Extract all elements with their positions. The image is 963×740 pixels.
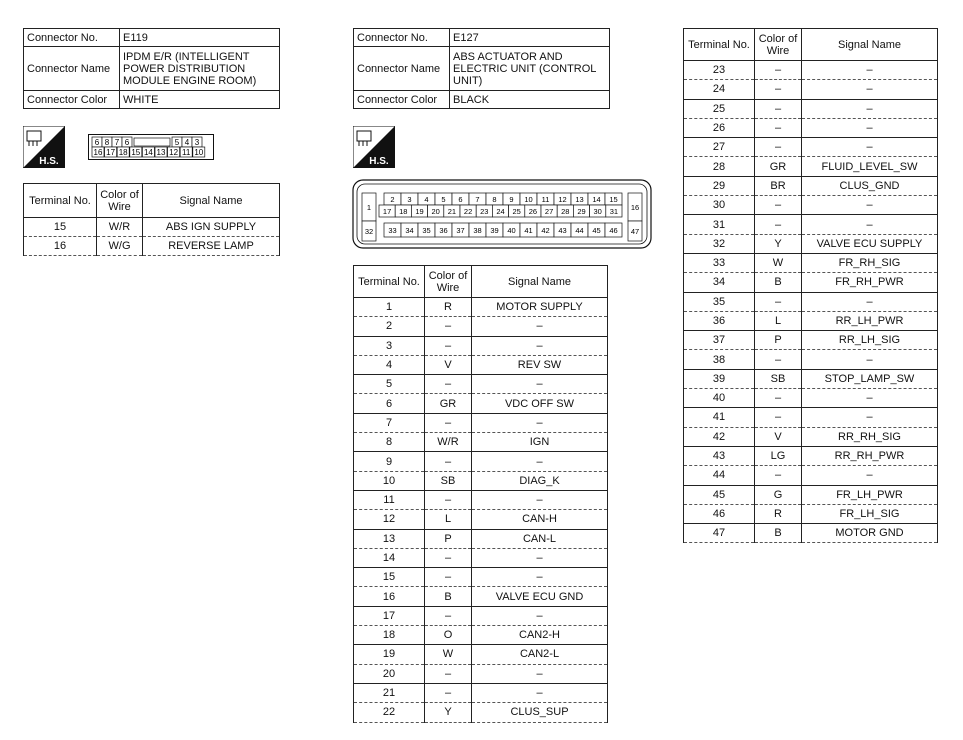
terminal-no-cell: 16 — [24, 237, 97, 256]
pin-label: 25 — [512, 207, 521, 216]
terminal-no-cell: 20 — [354, 664, 425, 683]
pin-label: 15 — [131, 148, 141, 157]
table-row — [354, 298, 608, 317]
signal-name-header: Signal Name — [143, 184, 280, 218]
pin-label: 18 — [399, 207, 408, 216]
table-row — [24, 237, 280, 256]
pin-label: 41 — [524, 226, 533, 235]
table-row — [354, 490, 608, 509]
signal-name-cell: DIAG_K — [472, 471, 608, 490]
signal-name-cell: – — [472, 490, 608, 509]
pin-label: 19 — [415, 207, 424, 216]
pin-label: 8 — [104, 138, 110, 147]
pin-label: 8 — [492, 195, 497, 204]
wire-color-cell: GR — [755, 157, 802, 176]
pin-label: 44 — [575, 226, 584, 235]
wire-color-cell: – — [425, 317, 472, 336]
pin-label: 16 — [630, 203, 640, 212]
terminal-no-cell: 6 — [354, 394, 425, 413]
terminal-no-cell: 24 — [684, 80, 755, 99]
signal-name-cell: – — [472, 568, 608, 587]
table-row — [684, 157, 938, 176]
pin-label: 13 — [575, 195, 584, 204]
terminal-no-cell: 10 — [354, 471, 425, 490]
terminal-no-cell: 39 — [684, 369, 755, 388]
connector-color-label: Connector Color — [354, 91, 450, 109]
terminal-no-cell: 45 — [684, 485, 755, 504]
terminal-no-cell: 22 — [354, 703, 425, 722]
signal-name-cell: – — [472, 452, 608, 471]
signal-name-cell: FR_LH_PWR — [802, 485, 938, 504]
wire-color-cell: – — [755, 118, 802, 137]
terminal-no-cell: 9 — [354, 452, 425, 471]
signal-name-cell: ABS IGN SUPPLY — [143, 218, 280, 237]
terminal-no-cell: 18 — [354, 626, 425, 645]
signal-name-header: Signal Name — [472, 266, 608, 298]
table-row — [684, 331, 938, 350]
signal-name-cell: – — [802, 196, 938, 215]
wire-color-cell: – — [755, 292, 802, 311]
e127-terminal-table-2 — [683, 28, 938, 543]
wire-color-cell: Y — [755, 234, 802, 253]
signal-name-cell: – — [802, 389, 938, 408]
terminal-no-cell: 38 — [684, 350, 755, 369]
signal-name-cell: – — [802, 61, 938, 80]
pin-label: 3 — [194, 138, 200, 147]
wire-color-cell: – — [755, 215, 802, 234]
table-row — [684, 99, 938, 118]
pin-label: 10 — [194, 148, 204, 157]
signal-name-cell: – — [802, 408, 938, 427]
connector-name-value: ABS ACTUATOR AND ELECTRIC UNIT (CONTROL UNIT) — [450, 47, 610, 91]
signal-name-cell: CAN2-H — [472, 626, 608, 645]
terminal-no-cell: 5 — [354, 375, 425, 394]
table-row — [354, 664, 608, 683]
wire-color-cell: – — [755, 408, 802, 427]
connector-color-value: BLACK — [450, 91, 610, 109]
e119-terminal-table — [23, 183, 280, 256]
terminal-no-cell: 2 — [354, 317, 425, 336]
terminal-no-cell: 26 — [684, 118, 755, 137]
table-row — [354, 548, 608, 567]
wire-color-cell: W — [425, 645, 472, 664]
terminal-no-cell: 15 — [354, 568, 425, 587]
e127-connector-info-table — [353, 28, 610, 109]
wire-color-cell: – — [425, 413, 472, 432]
signal-name-cell: RR_RH_PWR — [802, 446, 938, 465]
wire-color-cell: L — [755, 311, 802, 330]
pin-label: 37 — [456, 226, 465, 235]
pin-label: 27 — [544, 207, 554, 216]
pin-label: 4 — [184, 138, 190, 147]
table-row — [684, 292, 938, 311]
pin-label: 38 — [473, 226, 482, 235]
terminal-no-cell: 31 — [684, 215, 755, 234]
e127-terminal-table-1 — [353, 265, 608, 723]
pin-label: 43 — [558, 226, 567, 235]
terminal-no-cell: 23 — [684, 61, 755, 80]
pin-label: 26 — [528, 207, 538, 216]
wire-color-cell: – — [755, 196, 802, 215]
harness-side-icon — [23, 126, 65, 168]
wire-color-cell: W — [755, 253, 802, 272]
terminal-no-cell: 16 — [354, 587, 425, 606]
terminal-no-cell: 33 — [684, 253, 755, 272]
table-row — [354, 336, 608, 355]
signal-name-cell: FLUID_LEVEL_SW — [802, 157, 938, 176]
connector-color-value: WHITE — [120, 91, 280, 109]
signal-name-cell: VALVE ECU GND — [472, 587, 608, 606]
terminal-no-cell: 19 — [354, 645, 425, 664]
table-row — [684, 350, 938, 369]
terminal-no-cell: 8 — [354, 433, 425, 452]
pin-label: 17 — [106, 148, 116, 157]
pin-label: 7 — [475, 195, 480, 204]
signal-name-cell: – — [472, 548, 608, 567]
terminal-no-cell: 40 — [684, 389, 755, 408]
wire-color-cell: V — [755, 427, 802, 446]
signal-name-cell: – — [472, 683, 608, 702]
terminal-no-cell: 7 — [354, 413, 425, 432]
table-row — [684, 61, 938, 80]
terminal-no-header: Terminal No. — [354, 266, 425, 298]
wire-color-cell: – — [425, 490, 472, 509]
wire-color-cell: P — [755, 331, 802, 350]
signal-name-cell: – — [472, 317, 608, 336]
signal-name-cell: – — [802, 292, 938, 311]
pin-label: 16 — [93, 148, 103, 157]
pin-label: 35 — [422, 226, 431, 235]
pin-label: 5 — [174, 138, 180, 147]
e119-connector-face — [88, 134, 214, 163]
pin-label: 3 — [407, 195, 412, 204]
pin-label: 18 — [118, 148, 128, 157]
wire-color-cell: L — [425, 510, 472, 529]
table-row — [684, 485, 938, 504]
table-row — [684, 408, 938, 427]
table-row — [354, 606, 608, 625]
wire-color-cell: GR — [425, 394, 472, 413]
terminal-no-cell: 25 — [684, 99, 755, 118]
pin-label: 39 — [490, 226, 499, 235]
pin-label: 6 — [94, 138, 100, 147]
pin-label: 34 — [405, 226, 414, 235]
signal-name-cell: REV SW — [472, 355, 608, 374]
table-row — [354, 568, 608, 587]
table-row — [684, 253, 938, 272]
pin-label: 2 — [390, 195, 395, 204]
signal-name-cell: – — [472, 336, 608, 355]
signal-name-cell: – — [802, 138, 938, 157]
table-row — [684, 504, 938, 523]
signal-name-cell: REVERSE LAMP — [143, 237, 280, 256]
pin-label: 10 — [524, 195, 533, 204]
table-row — [684, 466, 938, 485]
wire-color-cell: – — [425, 375, 472, 394]
wire-color-cell: – — [425, 664, 472, 683]
connector-no-label: Connector No. — [24, 29, 120, 47]
terminal-no-header: Terminal No. — [24, 184, 97, 218]
table-row — [684, 234, 938, 253]
wire-color-cell: – — [425, 336, 472, 355]
table-row — [684, 215, 938, 234]
terminal-no-cell: 14 — [354, 548, 425, 567]
table-row — [354, 394, 608, 413]
signal-name-cell: VDC OFF SW — [472, 394, 608, 413]
connector-name-label: Connector Name — [354, 47, 450, 91]
signal-name-cell: – — [802, 466, 938, 485]
wire-color-cell: – — [755, 389, 802, 408]
signal-name-cell: – — [472, 606, 608, 625]
wire-color-cell: G — [755, 485, 802, 504]
pin-label: 4 — [424, 195, 429, 204]
wire-color-cell: – — [755, 138, 802, 157]
pin-label: 30 — [593, 207, 602, 216]
wire-color-cell: B — [425, 587, 472, 606]
table-row — [684, 196, 938, 215]
terminal-no-cell: 17 — [354, 606, 425, 625]
wire-color-cell: R — [755, 504, 802, 523]
table-row — [354, 471, 608, 490]
terminal-no-cell: 35 — [684, 292, 755, 311]
pin-label: 14 — [592, 195, 601, 204]
wire-color-cell: – — [425, 548, 472, 567]
terminal-no-cell: 43 — [684, 446, 755, 465]
wire-color-cell: Y — [425, 703, 472, 722]
pin-label: 9 — [509, 195, 514, 204]
connector-name-value: IPDM E/R (INTELLIGENT POWER DISTRIBUTION MODULE ENGINE ROOM) — [120, 47, 280, 91]
signal-name-cell: MOTOR GND — [802, 524, 938, 543]
table-row — [684, 118, 938, 137]
signal-name-cell: IGN — [472, 433, 608, 452]
signal-name-cell: STOP_LAMP_SW — [802, 369, 938, 388]
terminal-no-cell: 34 — [684, 273, 755, 292]
terminal-no-cell: 15 — [24, 218, 97, 237]
terminal-no-cell: 47 — [684, 524, 755, 543]
signal-name-cell: CAN2-L — [472, 645, 608, 664]
wire-color-cell: LG — [755, 446, 802, 465]
pin-label: 14 — [143, 148, 153, 157]
terminal-no-cell: 13 — [354, 529, 425, 548]
wire-color-cell: BR — [755, 176, 802, 195]
pin-label: 11 — [182, 148, 191, 157]
pin-label: 46 — [609, 226, 618, 235]
color-of-wire-header: Color of Wire — [425, 266, 472, 298]
terminal-no-cell: 36 — [684, 311, 755, 330]
signal-name-cell: – — [472, 664, 608, 683]
table-row — [684, 389, 938, 408]
pin-label: 40 — [507, 226, 516, 235]
wire-color-cell: V — [425, 355, 472, 374]
terminal-no-cell: 28 — [684, 157, 755, 176]
table-row — [684, 311, 938, 330]
table-row — [354, 587, 608, 606]
terminal-no-cell: 27 — [684, 138, 755, 157]
terminal-no-cell: 44 — [684, 466, 755, 485]
signal-name-cell: FR_RH_PWR — [802, 273, 938, 292]
wire-color-cell: P — [425, 529, 472, 548]
wire-color-cell: – — [425, 568, 472, 587]
wire-color-cell: – — [755, 80, 802, 99]
signal-name-cell: CLUS_SUP — [472, 703, 608, 722]
signal-name-cell: CLUS_GND — [802, 176, 938, 195]
signal-name-cell: FR_RH_SIG — [802, 253, 938, 272]
connector-no-value: E119 — [120, 29, 280, 47]
color-of-wire-header: Color of Wire — [755, 29, 802, 61]
signal-name-cell: VALVE ECU SUPPLY — [802, 234, 938, 253]
signal-name-cell: RR_RH_SIG — [802, 427, 938, 446]
signal-name-cell: CAN-L — [472, 529, 608, 548]
connector-no-label: Connector No. — [354, 29, 450, 47]
signal-name-cell: – — [472, 413, 608, 432]
harness-side-icon — [353, 126, 395, 168]
table-row — [354, 355, 608, 374]
table-row — [354, 645, 608, 664]
table-row — [684, 138, 938, 157]
pin-label: 47 — [630, 227, 640, 236]
table-row — [24, 218, 280, 237]
connector-no-value: E127 — [450, 29, 610, 47]
pin-label: 20 — [431, 207, 440, 216]
e127-connector-face — [352, 179, 652, 252]
pin-label: 32 — [364, 227, 374, 236]
table-row — [354, 529, 608, 548]
table-row — [354, 413, 608, 432]
terminal-no-cell: 21 — [354, 683, 425, 702]
e119-connector-info-table — [23, 28, 280, 109]
pin-label: 15 — [609, 195, 618, 204]
pin-label: 23 — [480, 207, 489, 216]
wire-color-cell: SB — [425, 471, 472, 490]
wire-color-cell: B — [755, 524, 802, 543]
terminal-no-cell: 12 — [354, 510, 425, 529]
table-row — [354, 317, 608, 336]
signal-name-cell: FR_LH_SIG — [802, 504, 938, 523]
pin-label: 22 — [463, 207, 473, 216]
terminal-no-cell: 37 — [684, 331, 755, 350]
wire-color-cell: B — [755, 273, 802, 292]
table-row — [354, 452, 608, 471]
connector-color-label: Connector Color — [24, 91, 120, 109]
terminal-no-cell: 42 — [684, 427, 755, 446]
hs-label: H.S. — [369, 156, 389, 167]
pin-label: 45 — [592, 226, 601, 235]
table-row — [684, 427, 938, 446]
signal-name-cell: MOTOR SUPPLY — [472, 298, 608, 317]
signal-name-header: Signal Name — [802, 29, 938, 61]
table-row — [684, 369, 938, 388]
wire-color-cell: – — [425, 606, 472, 625]
pin-label: 12 — [558, 195, 567, 204]
terminal-no-cell: 29 — [684, 176, 755, 195]
wire-color-cell: O — [425, 626, 472, 645]
pin-label: 1 — [366, 203, 372, 212]
table-row — [684, 80, 938, 99]
table-row — [354, 433, 608, 452]
pin-label: 36 — [439, 226, 448, 235]
pin-label: 33 — [388, 226, 397, 235]
terminal-no-cell: 41 — [684, 408, 755, 427]
signal-name-cell: – — [802, 215, 938, 234]
terminal-no-header: Terminal No. — [684, 29, 755, 61]
pin-label: 12 — [169, 148, 179, 157]
terminal-no-cell: 32 — [684, 234, 755, 253]
connector-name-label: Connector Name — [24, 47, 120, 91]
pin-label: 7 — [114, 138, 120, 147]
table-row — [354, 703, 608, 722]
signal-name-cell: – — [802, 350, 938, 369]
pin-label: 6 — [458, 195, 463, 204]
wire-color-cell: R — [425, 298, 472, 317]
pin-label: 13 — [156, 148, 166, 157]
terminal-no-cell: 46 — [684, 504, 755, 523]
signal-name-cell: – — [802, 80, 938, 99]
table-row — [354, 683, 608, 702]
terminal-no-cell: 11 — [354, 490, 425, 509]
wire-color-cell: – — [755, 61, 802, 80]
table-row — [354, 510, 608, 529]
connector-lock-slot — [134, 138, 170, 146]
signal-name-cell: – — [802, 99, 938, 118]
wire-color-cell: W/R — [97, 218, 143, 237]
pin-label: 6 — [124, 138, 130, 147]
terminal-no-cell: 3 — [354, 336, 425, 355]
pin-label: 28 — [561, 207, 570, 216]
wire-color-cell: W/G — [97, 237, 143, 256]
terminal-no-cell: 1 — [354, 298, 425, 317]
table-row — [684, 273, 938, 292]
pin-label: 21 — [447, 207, 457, 216]
wire-color-cell: – — [755, 99, 802, 118]
pin-label: 17 — [382, 207, 392, 216]
hs-label: H.S. — [39, 156, 59, 167]
wire-color-cell: – — [425, 683, 472, 702]
pin-label: 11 — [541, 195, 550, 204]
wire-color-cell: – — [425, 452, 472, 471]
table-row — [684, 176, 938, 195]
signal-name-cell: RR_LH_PWR — [802, 311, 938, 330]
pin-label: 29 — [577, 207, 586, 216]
wire-color-cell: W/R — [425, 433, 472, 452]
wire-color-cell: – — [755, 466, 802, 485]
table-row — [354, 375, 608, 394]
signal-name-cell: CAN-H — [472, 510, 608, 529]
pin-label: 42 — [541, 226, 550, 235]
signal-name-cell: – — [472, 375, 608, 394]
table-row — [684, 446, 938, 465]
signal-name-cell: RR_LH_SIG — [802, 331, 938, 350]
color-of-wire-header: Color of Wire — [97, 184, 143, 218]
wire-color-cell: – — [755, 350, 802, 369]
pin-label: 5 — [441, 195, 446, 204]
table-row — [684, 524, 938, 543]
terminal-no-cell: 30 — [684, 196, 755, 215]
pin-label: 31 — [609, 207, 619, 216]
terminal-no-cell: 4 — [354, 355, 425, 374]
table-row — [354, 626, 608, 645]
wire-color-cell: SB — [755, 369, 802, 388]
signal-name-cell: – — [802, 118, 938, 137]
pin-label: 24 — [496, 207, 505, 216]
